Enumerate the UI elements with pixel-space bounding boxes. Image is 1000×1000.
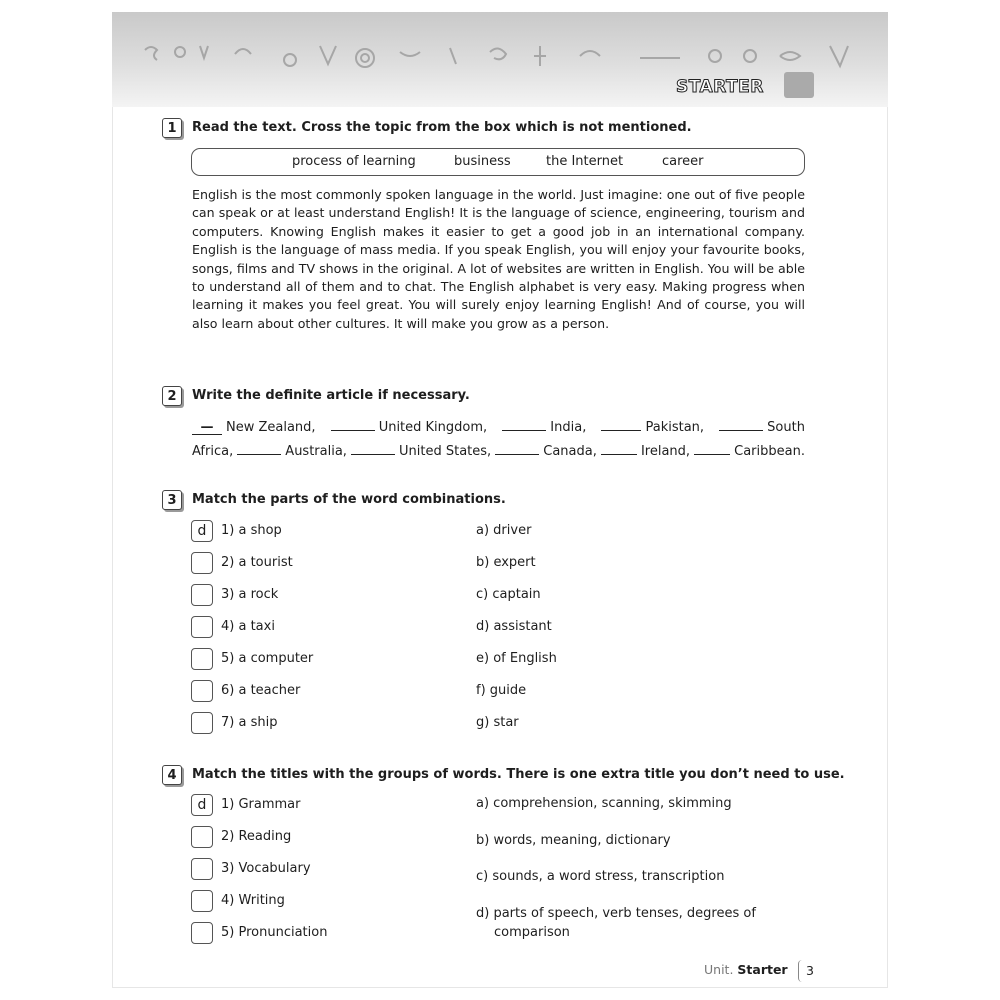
answer-blank[interactable]: [601, 416, 641, 431]
answer-box[interactable]: [191, 680, 213, 702]
answer-box[interactable]: [191, 552, 213, 574]
answer-blank[interactable]: [237, 440, 281, 455]
title-item: 5) Pronunciation: [221, 925, 328, 940]
country-label: United States,: [399, 444, 492, 459]
match-right-item: d) assistant: [476, 619, 552, 634]
answer-blank[interactable]: [502, 416, 546, 431]
answer-box[interactable]: d: [191, 520, 213, 542]
task-3-instruction: Match the parts of the word combinations.: [192, 492, 506, 507]
word-group: a) comprehension, scanning, skimming: [476, 796, 732, 811]
title-item: 4) Writing: [221, 893, 285, 908]
answer-box[interactable]: d: [191, 794, 213, 816]
unit-label: Unit.: [704, 962, 734, 977]
answer-blank[interactable]: [495, 440, 539, 455]
answer-blank[interactable]: [351, 440, 395, 455]
answer-blank[interactable]: [694, 440, 730, 455]
match-right-item: a) driver: [476, 523, 532, 538]
answer-blank-example: —: [192, 420, 222, 435]
article-line-1: [192, 416, 805, 435]
answer-box[interactable]: [191, 648, 213, 670]
answer-box[interactable]: [191, 616, 213, 638]
topic-option[interactable]: process of learning: [292, 154, 416, 169]
topic-option[interactable]: business: [454, 154, 511, 169]
answer-box[interactable]: [191, 584, 213, 606]
answer-box[interactable]: [191, 712, 213, 734]
title-item: 2) Reading: [221, 829, 292, 844]
country-label: Pakistan,: [645, 420, 705, 435]
match-left-item: 4) a taxi: [221, 619, 275, 634]
task-1-instruction: Read the text. Cross the topic from the box which is not mentioned.: [192, 120, 692, 135]
alphabet-decoration: [140, 38, 860, 78]
match-left-item: 1) a shop: [221, 523, 282, 538]
answer-box[interactable]: [191, 826, 213, 848]
topic-option[interactable]: the Internet: [546, 154, 624, 169]
match-right-item: b) expert: [476, 555, 536, 570]
country-label: Ireland,: [640, 444, 691, 459]
word-group: b) words, meaning, dictionary: [476, 833, 671, 848]
answer-box[interactable]: [191, 858, 213, 880]
starter-badge: STARTER: [676, 77, 764, 97]
page-number: 3: [798, 960, 821, 982]
country-label: Australia,: [285, 444, 347, 459]
answer-box[interactable]: [191, 890, 213, 912]
match-left-item: 6) a teacher: [221, 683, 301, 698]
task-4-instruction: Match the titles with the groups of words. There is one extra title you don’t need to use.: [192, 767, 845, 782]
article-line-2: [192, 440, 805, 459]
task-number-2: 2: [162, 386, 182, 406]
match-left-item: 7) a ship: [221, 715, 278, 730]
answer-box[interactable]: [191, 922, 213, 944]
word-group: c) sounds, a word stress, transcription: [476, 869, 725, 884]
answer-blank[interactable]: [719, 416, 763, 431]
unit-footer: [704, 962, 788, 977]
country-label: South: [767, 420, 805, 435]
title-item: 3) Vocabulary: [221, 861, 311, 876]
task-number-4: 4: [162, 765, 182, 785]
country-label: Canada,: [543, 444, 597, 459]
country-label: United Kingdom,: [378, 420, 488, 435]
match-left-item: 5) a computer: [221, 651, 314, 666]
answer-blank[interactable]: [331, 416, 375, 431]
topic-box: [191, 148, 805, 176]
reading-text: English is the most commonly spoken language in the world. Just imagine: one out of five people can speak or at least understand English! It is the language of science, engineering, tourism and computers. Knowing English makes it easier to get a good job in an international company. English is the language of mass media. If you speak English, you will enjoy your favourite books, songs, films and TV shows in the original. A lot of websites are written in English. You will be able to understand all of them and to chat. The English alphabet is very easy. Making progress when learning it makes you feel great. You will surely enjoy learning English! And of course, you will also learn about other cultures. It will make you grow as a person.: [192, 187, 805, 331]
topic-option[interactable]: career: [662, 154, 704, 169]
match-left-item: 3) a rock: [221, 587, 279, 602]
answer-blank[interactable]: [601, 440, 637, 455]
unit-name: Starter: [737, 962, 788, 977]
task-number-1: 1: [162, 118, 182, 138]
badge-tab-marker: [784, 72, 814, 98]
country-label: India,: [550, 420, 587, 435]
country-label: Africa,: [192, 444, 234, 459]
match-right-item: g) star: [476, 715, 519, 730]
task-2-instruction: Write the definite article if necessary.: [192, 388, 470, 403]
match-right-item: c) captain: [476, 587, 541, 602]
match-left-item: 2) a tourist: [221, 555, 293, 570]
title-item: 1) Grammar: [221, 797, 301, 812]
word-group-continuation: comparison: [494, 925, 570, 940]
match-right-item: e) of English: [476, 651, 557, 666]
country-label: Caribbean.: [734, 444, 805, 459]
word-group: d) parts of speech, verb tenses, degrees of: [476, 906, 756, 921]
country-label: New Zealand,: [226, 420, 316, 435]
task-number-3: 3: [162, 490, 182, 510]
match-right-item: f) guide: [476, 683, 527, 698]
